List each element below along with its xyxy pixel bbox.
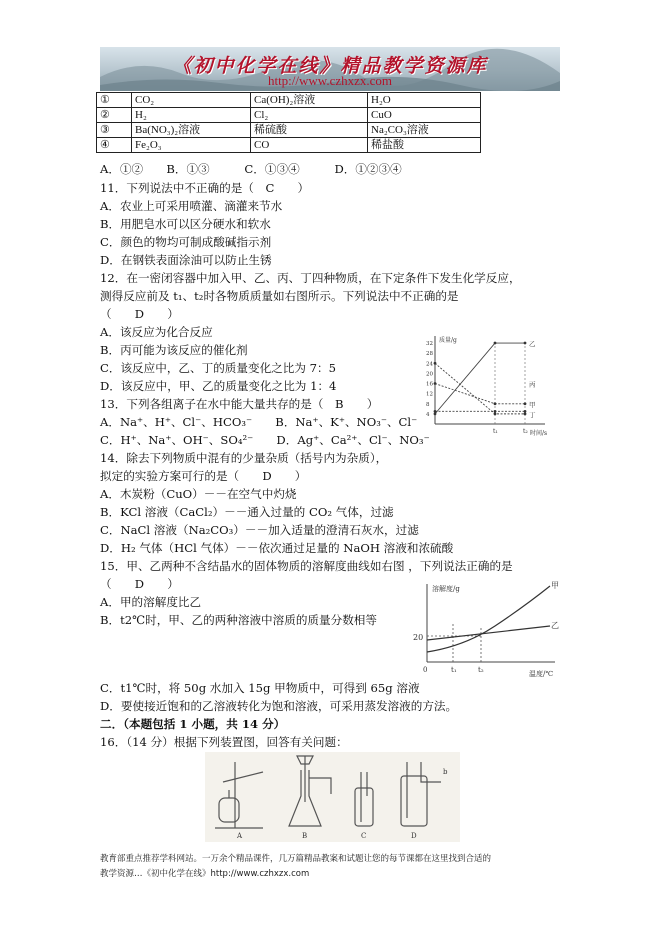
footer-line-1: 教育部重点推荐学科网站。一万余个精品课件，几万篇精品教案和试题让您的每节课都在这里找到合适的	[100, 854, 492, 864]
table-row-number: ④	[97, 138, 132, 153]
data-point	[494, 402, 497, 405]
y-tick-label: 24	[426, 361, 433, 368]
q14-option-c: C．NaCl 溶液（Na₂CO₃）－－加入适量的澄清石灰水，过滤	[100, 523, 419, 537]
q13-options-cd: C．H⁺、Na⁺、OH⁻、SO₄²⁻ D．Ag⁺、Ca²⁺、Cl⁻、NO₃⁻	[100, 433, 430, 447]
y-tick-label: 32	[426, 341, 433, 348]
q11-stem: 11．下列说法中不正确的是（ C ）	[100, 181, 310, 195]
table-cell: Ca(OH)₂溶液	[251, 93, 368, 108]
table-cell: H₂	[132, 108, 251, 123]
mass-time-chart	[425, 332, 560, 440]
data-point	[494, 342, 497, 345]
y-tick-label: 4	[426, 411, 430, 418]
header-banner	[100, 47, 560, 91]
table-cell: Cl₂	[251, 108, 368, 123]
q13-options-ab: A．Na⁺、H⁺、Cl⁻、HCO₃⁻ B．Na⁺、K⁺、NO₃⁻、Cl⁻	[100, 415, 418, 429]
apparatus-label-b: B	[302, 832, 308, 840]
x-tick-0: 0	[423, 666, 428, 674]
q14-stem-2: 拟定的实验方案可行的是（ D ）	[100, 469, 307, 483]
series-label: 丁	[529, 410, 536, 419]
series-line	[435, 384, 525, 404]
x-axis-label: 温度/℃	[529, 670, 554, 678]
data-point	[434, 412, 437, 415]
table-cell: CO₂	[132, 93, 251, 108]
y-axis-label: 质量/g	[439, 337, 457, 344]
solubility-chart	[405, 578, 565, 682]
q11-option-c: C．颜色的物均可制成酸碱指示剂	[100, 235, 272, 249]
options-table	[96, 92, 481, 153]
footer	[100, 852, 570, 882]
q14-stem-1: 14．除去下列物质中混有的少量杂质（括号内为杂质），	[100, 451, 388, 465]
table-row	[97, 93, 481, 108]
table-cell: Fe₂O₃	[132, 138, 251, 153]
data-point	[524, 410, 527, 413]
q14-option-b: B．KCl 溶液（CaCl₂）－－通入过量的 CO₂ 气体，过滤	[100, 505, 394, 519]
q15-option-a: A．甲的溶解度比乙	[100, 595, 202, 609]
series-jia-curve	[427, 586, 550, 652]
table-row	[97, 138, 481, 153]
data-point	[524, 342, 527, 345]
q15-option-b: B．t2℃时，甲、乙的两种溶液中溶质的质量分数相等	[100, 613, 377, 627]
apparatus-label-c: C	[361, 832, 367, 840]
y-tick-label: 8	[426, 401, 430, 408]
q11-option-a: A．农业上可采用喷灌、滴灌来节水	[100, 199, 283, 213]
data-point	[524, 402, 527, 405]
y-tick-label: 20	[426, 371, 433, 378]
table-row-number: ③	[97, 123, 132, 138]
x-axis-label: 时间/s	[530, 430, 548, 437]
y-tick-label: 16	[426, 381, 433, 388]
y-tick-label: 12	[426, 391, 433, 398]
data-point	[434, 362, 437, 365]
q12-option-c: C．该反应中，乙、丁的质量变化之比为 7：5	[100, 361, 336, 375]
series-line	[435, 343, 525, 414]
series-label: 乙	[529, 340, 536, 349]
q15-stem: 15．甲、乙两种不含结晶水的固体物质的溶解度曲线如右图 ，下列说法正确的是	[100, 559, 513, 573]
data-point	[524, 412, 527, 415]
section-2-title: 二．（本题包括 1 小题，共 14 分）	[100, 717, 286, 731]
q10-options: A．①② B．①③ C．①③④ D．①②③④	[100, 162, 402, 176]
q12-option-a: A．该反应为化合反应	[100, 325, 213, 339]
series-label: 甲	[529, 400, 536, 409]
data-point	[494, 410, 497, 413]
q13-stem: 13．下列各组离子在水中能大量共存的是（ B ）	[100, 397, 379, 411]
apparatus-label-a: A	[237, 832, 243, 840]
series-yi-label: 乙	[551, 621, 559, 630]
data-point	[494, 412, 497, 415]
q11-option-b: B．用肥皂水可以区分硬水和软水	[100, 217, 271, 231]
footer-line-2: 教学资源…《初中化学在线》http://www.czhxzx.com	[100, 869, 310, 879]
apparatus-label-b-port: b	[443, 768, 448, 776]
series-line	[435, 363, 525, 414]
x-tick-label: t₂	[523, 428, 528, 435]
x-tick-t1: t₁	[451, 666, 457, 674]
x-tick-t2: t₂	[478, 666, 484, 674]
table-row-number: ①	[97, 93, 132, 108]
data-point	[434, 410, 437, 413]
q12-stem-1: 12．在一密闭容器中加入甲、乙、丙、丁四种物质，在下定条件下发生化学反应，	[100, 271, 521, 285]
table-cell: Ba(NO₃)₂溶液	[132, 123, 251, 138]
table-cell: CO	[251, 138, 368, 153]
y-axis-label: 溶解度/g	[432, 585, 460, 593]
table-cell: Na₂CO₃溶液	[368, 123, 481, 138]
table-cell: 稀硫酸	[251, 123, 368, 138]
q15-option-c: C．t1℃时，将 50g 水加入 15g 甲物质中，可得到 65g 溶液	[100, 681, 420, 695]
q14-option-d: D．H₂ 气体（HCl 气体）－－依次通过足量的 NaOH 溶液和浓硫酸	[100, 541, 454, 555]
series-label: 丙	[529, 380, 536, 389]
data-point	[434, 382, 437, 385]
banner-title: 《初中化学在线》精品教学资源库	[172, 55, 488, 77]
y-tick-20: 20	[413, 633, 424, 642]
table-cell: H₂O	[368, 93, 481, 108]
table-cell: CuO	[368, 108, 481, 123]
q12-option-b: B．丙可能为该反应的催化剂	[100, 343, 248, 357]
q12-answer: （ D ）	[100, 307, 179, 321]
apparatus-label-d: D	[411, 832, 417, 840]
q16-stem: 16．（14 分）根据下列装置图，回答有关问题：	[100, 735, 348, 749]
lab-apparatus-figure	[205, 752, 460, 842]
q15-option-d: D．要使接近饱和的乙溶液转化为饱和溶液，可采用蒸发溶液的方法。	[100, 699, 458, 713]
series-jia-label: 甲	[551, 581, 559, 590]
table-row	[97, 123, 481, 138]
series-yi-curve	[427, 626, 550, 640]
q14-option-a: A．木炭粉（CuO）－－在空气中灼烧	[100, 487, 297, 501]
y-tick-label: 28	[426, 351, 433, 358]
banner-url: http://www.czhxzx.com	[267, 73, 393, 88]
table-row-number: ②	[97, 108, 132, 123]
table-row	[97, 108, 481, 123]
q12-stem-2: 测得反应前及 t₁、t₂时各物质质量如右图所示。下列说法中不正确的是	[100, 289, 459, 303]
table-cell: 稀盐酸	[368, 138, 481, 153]
q11-option-d: D．在钢铁表面涂油可以防止生锈	[100, 253, 272, 267]
x-tick-label: t₁	[493, 428, 498, 435]
q12-option-d: D．该反应中，甲、乙的质量变化之比为 1：4	[100, 379, 337, 393]
q15-answer: （ D ）	[100, 577, 179, 591]
